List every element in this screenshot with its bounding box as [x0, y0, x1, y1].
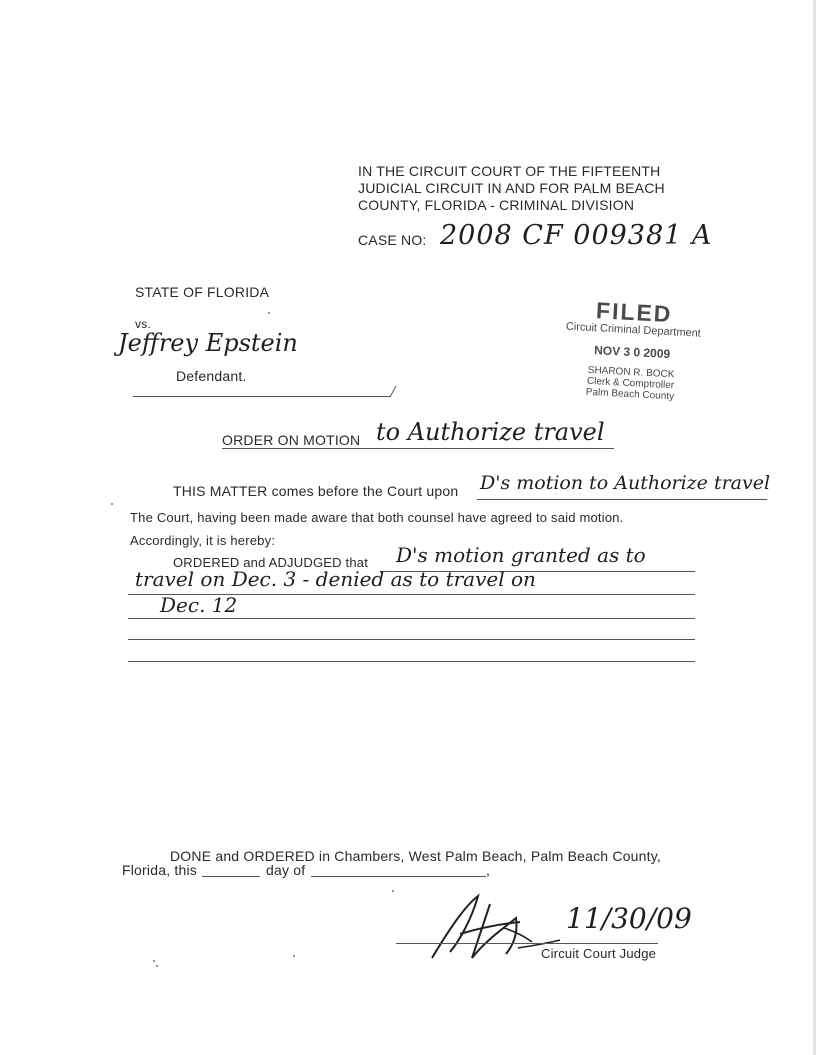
case-number-label: CASE NO:	[358, 232, 427, 248]
ruling-underline-3	[128, 618, 695, 619]
filed-stamp-date: NOV 3 0 2009	[593, 343, 671, 362]
court-aware-text: The Court, having been made aware that both counsel have agreed to said motion.	[130, 510, 624, 525]
matter-underline	[477, 499, 767, 500]
filed-stamp-department: Circuit Criminal Department	[565, 320, 702, 340]
filed-stamp-clerk-title: Clerk & Comptroller	[586, 375, 675, 392]
case-number-handwritten: 2008 CF 009381 A	[440, 220, 713, 251]
done-ordered-line1: DONE and ORDERED in Chambers, West Palm Beach, Palm Beach County,	[170, 848, 661, 864]
ruling-line3-handwritten: Dec. 12	[160, 593, 238, 617]
judge-label: Circuit Court Judge	[541, 946, 657, 961]
month-blank	[311, 876, 486, 877]
matter-handwritten: D's motion to Authorize travel	[480, 472, 771, 494]
scan-speck	[156, 965, 158, 967]
scan-speck	[111, 503, 113, 505]
done-line2-prefix: Florida, this	[122, 862, 197, 878]
scan-speck	[268, 312, 270, 314]
defendant-label: Defendant.	[176, 368, 247, 384]
order-title-handwritten: to Authorize travel	[376, 418, 605, 446]
done-line2-end: ,	[486, 862, 491, 878]
vs-label: vs.	[135, 317, 151, 331]
ordered-label: ORDERED and ADJUDGED that	[173, 555, 369, 570]
scan-speck	[153, 960, 155, 962]
caption-underline	[133, 396, 391, 397]
court-header-line3: COUNTY, FLORIDA - CRIMINAL DIVISION	[358, 197, 635, 213]
day-blank	[202, 876, 260, 877]
matter-text: THIS MATTER comes before the Court upon	[173, 483, 459, 499]
ruling-line1-handwritten: D's motion granted as to	[396, 543, 646, 567]
signature-date-handwritten: 11/30/09	[566, 902, 692, 935]
accordingly-text: Accordingly, it is hereby:	[130, 533, 276, 548]
filed-stamp	[550, 296, 715, 404]
filed-stamp-clerk-name: SHARON R. BOCK	[587, 364, 675, 381]
defendant-name-handwritten: Jeffrey Epstein	[118, 329, 298, 357]
scan-speck	[392, 890, 394, 892]
order-title-underline	[222, 448, 614, 449]
caption-slash-mark	[388, 384, 398, 398]
ruling-line2-handwritten: travel on Dec. 3 - denied as to travel on	[135, 567, 536, 591]
filed-stamp-county: Palm Beach County	[585, 386, 675, 403]
ruling-underline-5	[128, 661, 695, 662]
judge-signature-line	[396, 943, 658, 944]
state-of-florida: STATE OF FLORIDA	[135, 284, 270, 300]
scan-speck	[293, 955, 295, 957]
done-line2-mid: day of	[266, 862, 306, 878]
court-header-line1: IN THE CIRCUIT COURT OF THE FIFTEENTH	[358, 163, 661, 179]
order-title-printed: ORDER ON MOTION	[222, 432, 361, 448]
court-header-line2: JUDICIAL CIRCUIT IN AND FOR PALM BEACH	[358, 180, 665, 196]
filed-stamp-title: FILED	[595, 297, 674, 328]
ruling-underline-4	[128, 639, 695, 640]
